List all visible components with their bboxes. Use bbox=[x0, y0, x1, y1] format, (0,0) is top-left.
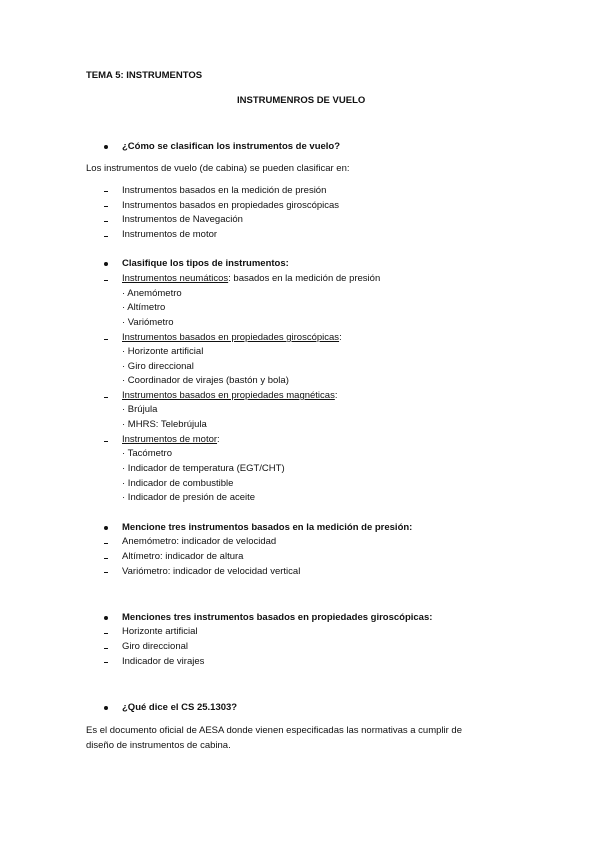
list-item: Altímetro: indicador de altura bbox=[122, 551, 244, 562]
list-item: Giro direccional bbox=[122, 641, 188, 652]
sub-item: · Indicador de combustible bbox=[122, 478, 234, 489]
page-title: INSTRUMENROS DE VUELO bbox=[237, 95, 366, 106]
bullet-icon bbox=[104, 145, 108, 149]
dash-icon bbox=[104, 558, 108, 559]
question-4: Menciones tres instrumentos basados en propiedades giroscópicas: bbox=[122, 612, 433, 623]
answer-text: diseño de instrumentos de cabina. bbox=[86, 740, 231, 751]
dash-icon bbox=[104, 633, 108, 634]
list-item: Indicador de virajes bbox=[122, 656, 205, 667]
list-item: Variómetro: indicador de velocidad vertical bbox=[122, 566, 301, 577]
group-heading-suffix: : bbox=[217, 434, 220, 445]
group-heading-suffix: : bbox=[334, 390, 338, 401]
group-heading bbox=[122, 332, 342, 344]
question-2: Clasifique los tipos de instrumentos: bbox=[122, 258, 289, 269]
group-heading bbox=[122, 390, 337, 402]
question-5: ¿Qué dice el CS 25.1303? bbox=[122, 702, 238, 713]
group-heading bbox=[122, 273, 380, 285]
list-item: Instrumentos basados en la medición de presión bbox=[122, 185, 327, 196]
sub-item: · Variómetro bbox=[122, 317, 174, 328]
dash-icon bbox=[104, 191, 108, 192]
sub-item: · Brújula bbox=[122, 404, 158, 415]
dash-icon bbox=[104, 543, 108, 544]
sub-item: · MHRS: Telebrújula bbox=[122, 419, 207, 430]
sub-item: · Horizonte artificial bbox=[122, 346, 204, 357]
bullet-icon bbox=[104, 526, 108, 530]
question-3: Mencione tres instrumentos basados en la medición de presión: bbox=[122, 522, 413, 533]
list-item: Anemómetro: indicador de velocidad bbox=[122, 536, 277, 547]
dash-icon bbox=[104, 206, 108, 207]
dash-icon bbox=[104, 236, 108, 237]
list-item: Instrumentos basados en propiedades giroscópicas bbox=[122, 200, 340, 211]
answer-text: Es el documento oficial de AESA donde vienen especificadas las normativas a cumplir de bbox=[86, 725, 462, 736]
group-heading-suffix: : basados en la medición de presión bbox=[228, 273, 381, 284]
group-heading-label: Instrumentos de motor bbox=[122, 434, 218, 445]
group-heading-suffix: : bbox=[339, 332, 342, 343]
sub-item: · Coordinador de virajes (bastón y bola) bbox=[122, 375, 289, 386]
list-item: Horizonte artificial bbox=[122, 626, 198, 637]
group-heading-label: Instrumentos basados en propiedades giroscópicas bbox=[122, 332, 340, 343]
dash-icon bbox=[104, 441, 108, 442]
sub-item: · Altímetro bbox=[122, 302, 166, 313]
group-heading-label: Instrumentos basados en propiedades magnéticas bbox=[122, 390, 335, 401]
sub-item: · Anemómetro bbox=[122, 288, 182, 299]
dash-icon bbox=[104, 648, 108, 649]
dash-icon bbox=[104, 280, 108, 281]
sub-item: · Tacómetro bbox=[122, 448, 172, 459]
dash-icon bbox=[104, 339, 108, 340]
list-item: Instrumentos de Navegación bbox=[122, 214, 243, 225]
bullet-icon bbox=[104, 616, 108, 620]
bullet-icon bbox=[104, 262, 108, 266]
sub-item: · Indicador de presión de aceite bbox=[122, 492, 256, 503]
group-heading-label: Instrumentos neumáticos bbox=[122, 273, 229, 284]
dash-icon bbox=[104, 572, 108, 573]
sub-item: · Giro direccional bbox=[122, 361, 194, 372]
intro-text: Los instrumentos de vuelo (de cabina) se pueden clasificar en: bbox=[86, 163, 350, 174]
group-heading bbox=[122, 434, 220, 446]
sub-item: · Indicador de temperatura (EGT/CHT) bbox=[122, 463, 285, 474]
topic-heading: TEMA 5: INSTRUMENTOS bbox=[86, 70, 203, 81]
dash-icon bbox=[104, 662, 108, 663]
bullet-icon bbox=[104, 706, 108, 710]
question-1: ¿Cómo se clasifican los instrumentos de vuelo? bbox=[122, 141, 341, 152]
dash-icon bbox=[104, 397, 108, 398]
dash-icon bbox=[104, 221, 108, 222]
list-item: Instrumentos de motor bbox=[122, 229, 218, 240]
